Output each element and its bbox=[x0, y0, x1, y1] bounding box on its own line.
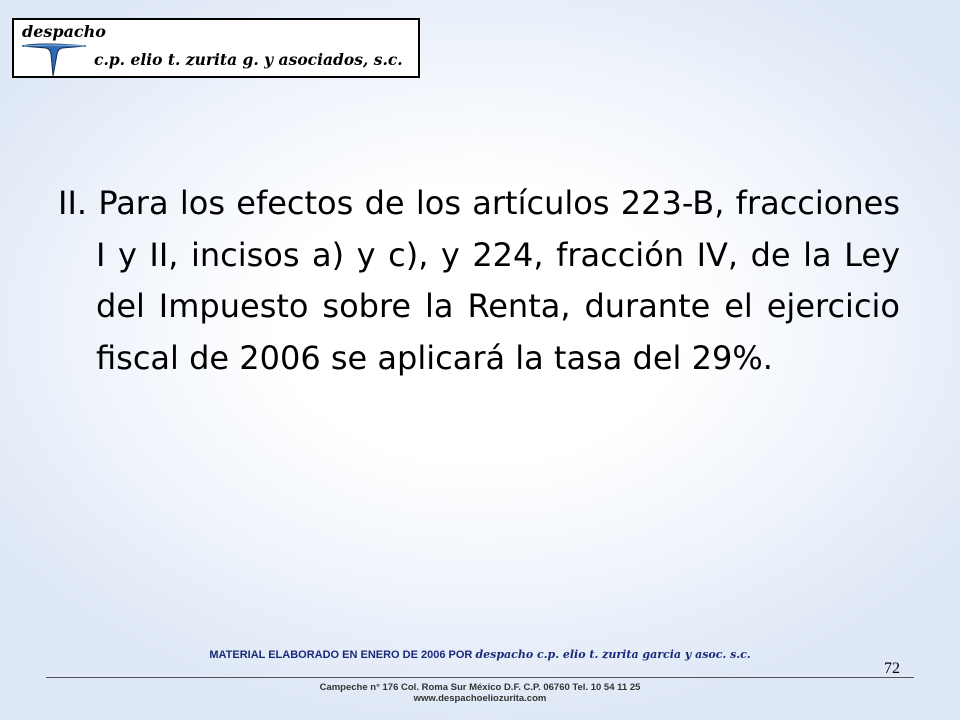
footer-credit-firm: despacho c.p. elio t. zurita garcia y asoc. s.c. bbox=[475, 648, 751, 661]
despacho-logo-mark-icon bbox=[20, 40, 90, 78]
main-paragraph: II. Para los efectos de los artículos 223-B, fracciones I y II, incisos a) y c), y 224, fracción IV, de la Ley del Impuesto sobre la Renta, durante el ejercicio fiscal de 2006 se aplicará la tasa del 29%. bbox=[58, 184, 900, 377]
footer-credit-prefix: MATERIAL ELABORADO EN ENERO DE 2006 POR bbox=[209, 649, 473, 661]
page-number: 72 bbox=[884, 660, 900, 677]
footer-credit bbox=[0, 648, 960, 661]
company-logo bbox=[12, 18, 420, 78]
footer-divider bbox=[46, 677, 914, 678]
footer-website: www.despachoeliozurita.com bbox=[413, 693, 547, 704]
logo-word: despacho bbox=[22, 22, 106, 41]
logo-company-name: c.p. elio t. zurita g. y asociados, s.c. bbox=[94, 50, 403, 69]
footer-contact bbox=[0, 682, 960, 704]
footer-address: Campeche n° 176 Col. Roma Sur México D.F. C.P. 06760 Tel. 10 54 11 25 bbox=[319, 682, 641, 693]
